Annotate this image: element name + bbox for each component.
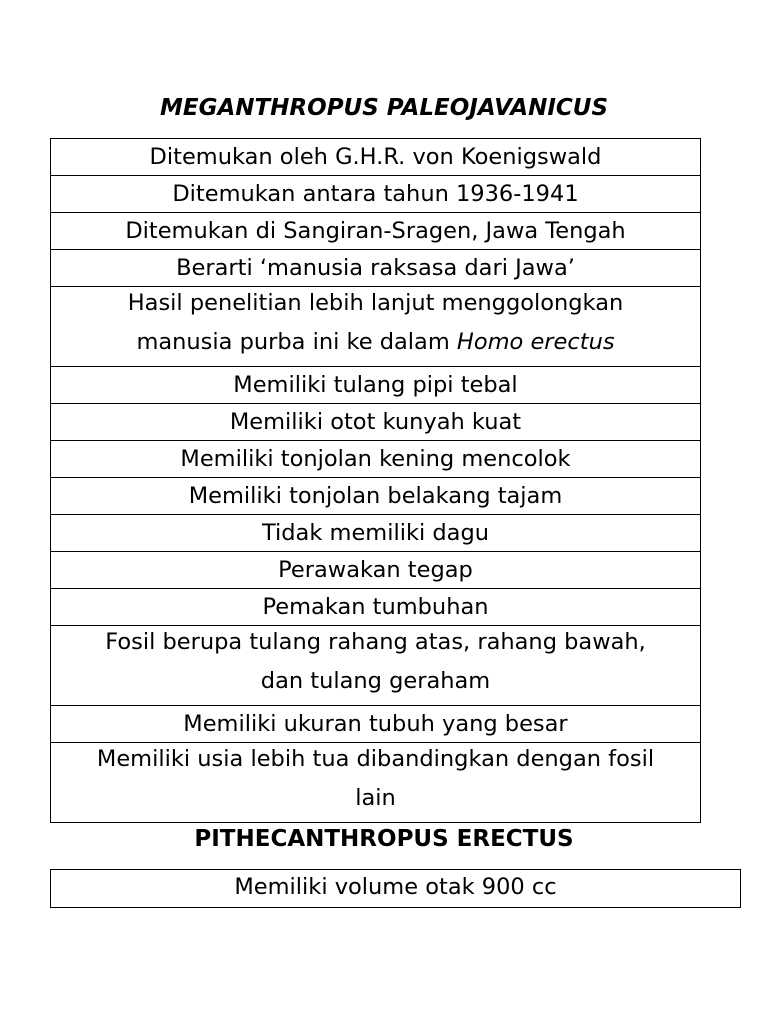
table-cell: Pemakan tumbuhan bbox=[51, 589, 701, 626]
table-row bbox=[51, 552, 701, 589]
pithecanthropus-table bbox=[50, 869, 741, 908]
table-row bbox=[51, 213, 701, 250]
cell-line bbox=[55, 319, 696, 366]
table-cell: Tidak memiliki dagu bbox=[51, 515, 701, 552]
table-row bbox=[51, 250, 701, 287]
cell-line: Hasil penelitian lebih lanjut menggolongkan bbox=[127, 290, 624, 316]
section-title-pithecanthropus: PITHECANTHROPUS ERECTUS bbox=[194, 826, 574, 852]
cell-line: Memiliki usia lebih tua dibandingkan dengan fosil bbox=[96, 746, 655, 772]
table-cell: Memiliki tonjolan belakang tajam bbox=[51, 478, 701, 515]
species-name: Homo erectus bbox=[456, 329, 615, 355]
table-row bbox=[51, 706, 701, 743]
meganthropus-table bbox=[50, 138, 701, 823]
table-cell bbox=[51, 626, 701, 706]
table-cell: Memiliki otot kunyah kuat bbox=[51, 404, 701, 441]
table-cell: Memiliki volume otak 900 cc bbox=[51, 870, 741, 908]
table-cell bbox=[51, 287, 701, 367]
table-row bbox=[51, 743, 701, 823]
table-cell: Perawakan tegap bbox=[51, 552, 701, 589]
table-row bbox=[51, 441, 701, 478]
cell-line: dan tulang geraham bbox=[260, 668, 491, 694]
table-cell: Ditemukan di Sangiran-Sragen, Jawa Tengah bbox=[51, 213, 701, 250]
table-row bbox=[51, 870, 741, 908]
section-title-meganthropus: MEGANTHROPUS PALEOJAVANICUS bbox=[159, 95, 609, 121]
table-cell: Berarti ‘manusia raksasa dari Jawa’ bbox=[51, 250, 701, 287]
cell-line: lain bbox=[355, 785, 396, 811]
table-cell: Memiliki tonjolan kening mencolok bbox=[51, 441, 701, 478]
table-row bbox=[51, 287, 701, 367]
table-row bbox=[51, 176, 701, 213]
table-cell bbox=[51, 743, 701, 823]
table-row bbox=[51, 367, 701, 404]
table-row bbox=[51, 515, 701, 552]
table-cell: Memiliki ukuran tubuh yang besar bbox=[51, 706, 701, 743]
table-row bbox=[51, 478, 701, 515]
table-cell: Memiliki tulang pipi tebal bbox=[51, 367, 701, 404]
cell-line: Fosil berupa tulang rahang atas, rahang bawah, bbox=[105, 629, 646, 655]
table-cell: Ditemukan oleh G.H.R. von Koenigswald bbox=[51, 139, 701, 176]
table-row bbox=[51, 404, 701, 441]
table-row bbox=[51, 626, 701, 706]
cell-text: manusia purba ini ke dalam bbox=[136, 329, 457, 355]
table-row bbox=[51, 589, 701, 626]
table-row bbox=[51, 139, 701, 176]
table-cell: Ditemukan antara tahun 1936-1941 bbox=[51, 176, 701, 213]
